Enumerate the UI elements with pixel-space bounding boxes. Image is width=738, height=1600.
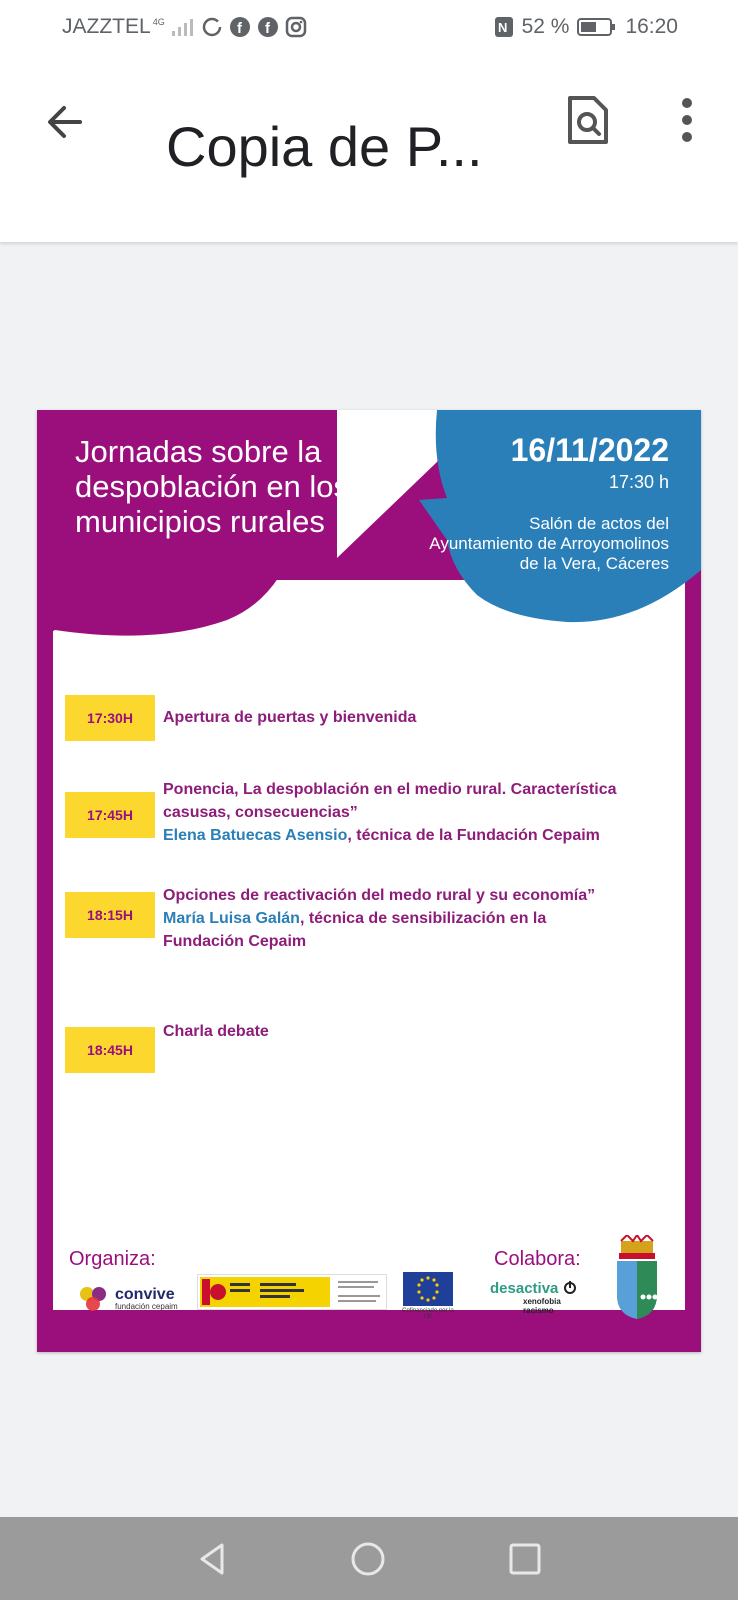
schedule-description: Opciones de reactivación del medo rural y su economía” bbox=[163, 887, 596, 904]
colabora-label: Colabora: bbox=[494, 1248, 581, 1270]
schedule-speaker-line bbox=[163, 907, 683, 930]
nfc-icon bbox=[494, 16, 514, 38]
schedule-time: 18:15H bbox=[65, 892, 155, 938]
navigation-bar bbox=[0, 1517, 738, 1600]
desactiva-sub-1: xenofobia bbox=[523, 1297, 561, 1306]
svg-text:f: f bbox=[264, 20, 270, 37]
schedule-item bbox=[163, 778, 683, 847]
convive-logo bbox=[77, 1285, 178, 1313]
more-options-icon[interactable] bbox=[672, 94, 702, 150]
schedule-description-cont: casusas, consecuencias” bbox=[163, 804, 358, 821]
clock: 16:20 bbox=[625, 15, 678, 38]
battery-percent: 52 % bbox=[521, 15, 570, 38]
schedule-item bbox=[163, 1020, 683, 1043]
convive-dots-icon bbox=[77, 1285, 111, 1313]
facebook-icon bbox=[229, 16, 251, 38]
speaker-role: , técnica de la Fundación Cepaim bbox=[347, 827, 600, 844]
schedule-time: 18:45H bbox=[65, 1027, 155, 1073]
power-icon bbox=[563, 1281, 577, 1295]
document-title: Copia de P... bbox=[166, 115, 483, 178]
eu-caption: Cofinanciado por la UE bbox=[402, 1308, 454, 1320]
speaker-name: Elena Batuecas Asensio bbox=[163, 827, 348, 844]
poster-document bbox=[37, 410, 701, 1352]
eu-flag-icon bbox=[403, 1272, 453, 1306]
battery-icon bbox=[577, 17, 617, 37]
facebook-icon-2 bbox=[257, 16, 279, 38]
status-bar bbox=[0, 0, 738, 56]
convive-name: convive bbox=[115, 1285, 175, 1303]
convive-subtitle: fundación cepaim bbox=[115, 1301, 178, 1311]
speaker-name: María Luisa Galán bbox=[163, 910, 300, 927]
carrier-label: JAZZTEL bbox=[62, 15, 151, 38]
status-right bbox=[494, 15, 678, 39]
app-bar bbox=[0, 56, 738, 242]
schedule-time: 17:45H bbox=[65, 792, 155, 838]
schedule-description-cont: Fundación Cepaim bbox=[163, 933, 307, 950]
schedule-time: 17:30H bbox=[65, 695, 155, 741]
municipal-crest-icon bbox=[613, 1235, 661, 1321]
event-title: Jornadas sobre la despoblación en los municipios rurales bbox=[75, 434, 350, 539]
instagram-icon bbox=[285, 16, 307, 38]
event-venue: Salón de actos del Ayuntamiento de Arroyomolinos de la Vera, Cáceres bbox=[429, 514, 669, 573]
event-time: 17:30 h bbox=[608, 472, 669, 492]
desactiva-logo bbox=[490, 1280, 577, 1297]
schedule-speaker-line bbox=[163, 824, 683, 847]
desactiva-subtitle bbox=[523, 1297, 561, 1315]
spanish-government-logo bbox=[197, 1274, 387, 1310]
svg-text:f: f bbox=[236, 20, 242, 37]
network-type: 4G bbox=[152, 17, 165, 27]
schedule-item bbox=[163, 884, 683, 953]
recents-square-icon[interactable] bbox=[505, 1539, 545, 1579]
back-arrow-icon[interactable] bbox=[40, 96, 92, 148]
eu-logo bbox=[399, 1272, 457, 1318]
svg-text:N: N bbox=[497, 20, 507, 35]
signal-icon bbox=[171, 17, 195, 37]
loading-circle-icon bbox=[201, 16, 223, 38]
status-left bbox=[62, 15, 307, 39]
schedule-description: Apertura de puertas y bienvenida bbox=[163, 709, 417, 726]
schedule-item bbox=[163, 706, 683, 729]
home-circle-icon[interactable] bbox=[348, 1539, 388, 1579]
schedule-description: Charla debate bbox=[163, 1023, 269, 1040]
desactiva-sub-2: racismo bbox=[523, 1306, 554, 1315]
speaker-role: , técnica de sensibilización en la bbox=[299, 910, 547, 927]
search-document-icon[interactable] bbox=[566, 94, 610, 146]
desactiva-name: desactiva bbox=[490, 1280, 559, 1297]
back-triangle-icon[interactable] bbox=[192, 1539, 232, 1579]
schedule-description: Ponencia, La despoblación en el medio rural. Característica bbox=[163, 781, 617, 798]
event-date: 16/11/2022 bbox=[510, 432, 669, 468]
organiza-label: Organiza: bbox=[69, 1248, 156, 1270]
